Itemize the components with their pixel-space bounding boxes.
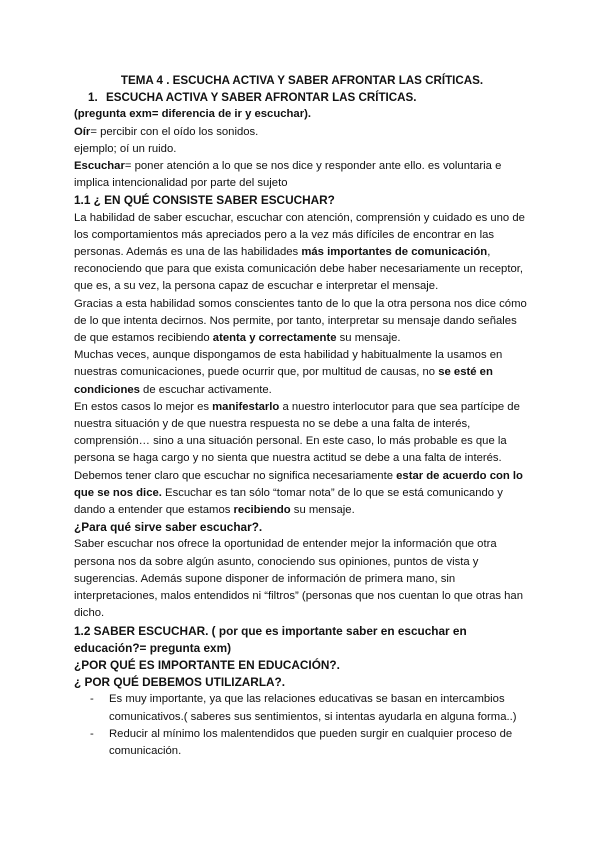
paragraph-4-text-a: En estos casos lo mejor es bbox=[74, 400, 213, 413]
document-title: TEMA 4 . ESCUCHA ACTIVA Y SABER AFRONTAR LAS CRÍTICAS. bbox=[120, 74, 484, 87]
paragraph-5-text-e: su mensaje. bbox=[290, 504, 355, 517]
document-page bbox=[74, 72, 530, 760]
section-1-number: 1. bbox=[88, 91, 98, 105]
oir-term: Oír bbox=[74, 125, 91, 138]
paragraph-4 bbox=[74, 399, 530, 468]
oir-def-text: = percibir con el oído los sonidos. bbox=[90, 125, 259, 138]
paragraph-1-text-a: La habilidad de saber escuchar, escuchar con atención, comprensión y cuidado es uno de los comportamientos más apreciados pero a la vez más difíciles de encontrar en las personas. Además es una de las habilidades bbox=[74, 211, 525, 259]
section-1-1-heading: 1.1 ¿ EN QUÉ CONSISTE SABER ESCUCHAR? bbox=[74, 193, 335, 208]
paragraph-1-bold: más importantes de comunicación bbox=[301, 246, 488, 259]
paragraph-4-text-c: a nuestro interlocutor para que sea partícipe de nuestra situación y de que nuestra respuesta no se debe a una falta de interés, comprensión… sino a una situación personal. En este caso, lo más probable es que la persona se haga cargo y no sienta que nuestra actitud se debe a una falta de interés. bbox=[74, 400, 520, 465]
escuchar-definition bbox=[74, 158, 530, 192]
purpose-question: ¿Para qué sirve saber escuchar?. bbox=[74, 520, 263, 535]
list-item: - Reducir al mínimo los malentendidos que pueden surgir en cualquier proceso de comunicación. bbox=[90, 726, 530, 760]
paragraph-1-text-c: , reconociendo que para que exista comunicación debe haber necesariamente un receptor, que es, a su vez, la persona capaz de escuchar e interpretar el mensaje. bbox=[74, 246, 524, 293]
paragraph-2-bold: atenta y correctamente bbox=[212, 332, 337, 345]
utilize-question: ¿ POR QUÉ DEBEMOS UTILIZARLA?. bbox=[74, 675, 286, 690]
education-question: ¿POR QUÉ ES IMPORTANTE EN EDUCACIÓN?. bbox=[74, 657, 340, 672]
paragraph-5 bbox=[74, 468, 530, 520]
section-1-2-heading: 1.2 SABER ESCUCHAR. ( por que es importante saber en escuchar en educación?= pregunta exm) bbox=[74, 623, 467, 655]
paragraph-5-text-a: Debemos tener claro que escuchar no significa necesariamente bbox=[74, 469, 397, 482]
oir-definition bbox=[74, 124, 530, 141]
paragraph-5-bold-2: recibiendo bbox=[233, 504, 291, 517]
oir-example: ejemplo; oí un ruido. bbox=[74, 142, 177, 155]
paragraph-2-text-c: su mensaje. bbox=[336, 332, 401, 345]
section-1-heading-text: ESCUCHA ACTIVA Y SABER AFRONTAR LAS CRÍTICAS. bbox=[106, 91, 417, 105]
paragraph-1 bbox=[74, 210, 530, 296]
paragraph-2-text-a: Gracias a esta habilidad somos conscientes tanto de lo que la otra persona nos dice cómo de lo que intenta decirnos. Nos permite, por tanto, interpretar su mensaje dando señales de que estamos recibiendo bbox=[74, 297, 527, 345]
purpose-text: Saber escuchar nos ofrece la oportunidad de entender mejor la información que otra persona nos da sobre algún asunto, conociendo sus opiniones, puntos de vista y sugerencias. Además supone disponer de información de primera mano, sin interpretaciones, malos entendidos ni “filtros” (personas que nos cuentan lo que otras han dicho. bbox=[74, 538, 524, 620]
escuchar-term: Escuchar bbox=[74, 160, 125, 173]
paragraph-3 bbox=[74, 347, 530, 399]
paragraph-2 bbox=[74, 296, 530, 348]
escuchar-def-text: = poner atención a lo que se nos dice y responder ante ello. es voluntaria e implica intencionalidad por parte del sujeto bbox=[74, 160, 502, 190]
paragraph-3-bold: se esté en condiciones bbox=[74, 366, 493, 396]
paragraph-3-text-a: Muchas veces, aunque dispongamos de esta habilidad y habitualmente la usamos en nuestras comunicaciones, puede ocurrir que, por multitud de causas, no bbox=[74, 349, 503, 379]
paragraph-3-text-c: de escuchar activamente. bbox=[139, 383, 272, 396]
exam-note: (pregunta exm= diferencia de ir y escuchar). bbox=[74, 108, 312, 121]
paragraph-5-bold: estar de acuerdo con lo que se nos dice. bbox=[74, 469, 523, 499]
list-item: - Es muy importante, ya que las relaciones educativas se basan en intercambios comunicativos.( saberes sus sentimientos, si intentas ayudarla en alguna forma..) bbox=[90, 691, 530, 725]
paragraph-5-text-c: Escuchar es tan sólo “tomar nota” de lo que se está comunicando y dando a entender que estamos bbox=[74, 486, 503, 517]
paragraph-4-bold: manifestarlo bbox=[212, 400, 280, 413]
reasons-list bbox=[74, 691, 530, 760]
section-1-heading bbox=[88, 89, 530, 106]
